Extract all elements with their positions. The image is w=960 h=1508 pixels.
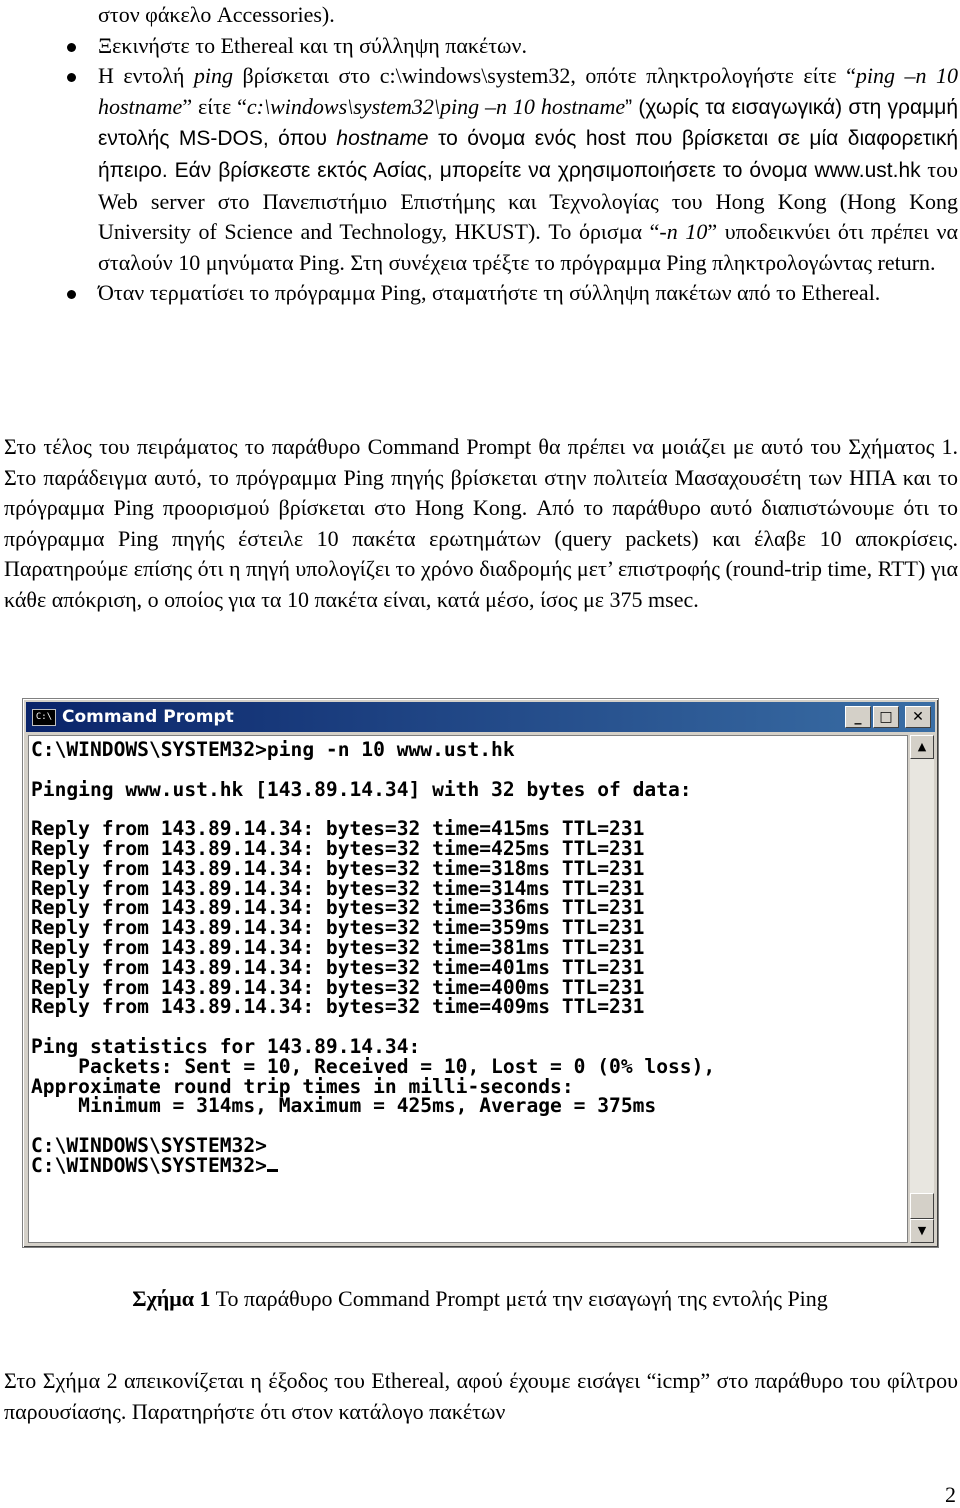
console-text: C:\WINDOWS\SYSTEM32>ping -n 10 www.ust.hk Pinging www.ust.hk [143.89.14.34] with 32 bytes of data: Reply from 143.89.14.34: bytes=32 time=415ms TTL=231 Reply from 143.89.14.34: bytes=32 time=425ms TTL=231 Reply from 143.89.14.34: bytes=32 time=318ms TTL=231 Reply from 143.89.14.34: bytes=32 time=314ms TTL=231 Reply from 143.89.14.34: bytes=32 time=336ms TTL=231 Reply from 143.89.14.34: bytes=32 time=359ms TTL=231 Reply from 143.89.14.34: bytes=32 time=381ms TTL=231 Reply from 143.89.14.34: bytes=32 time=401ms TTL=231 Reply from 143.89.14.34: bytes=32 time=400ms TTL=231 Reply from 143.89.14.34: bytes=32 time=409ms TTL=231 Ping statistics for 143.89.14.34: Packets: Sent = 10, Received = 10, Lost = 0 (0% loss), Approximate round trip times in milli-seconds: Minimum = 314ms, Maximum = 425ms, Average = 375ms C:\WINDOWS\SYSTEM32> C:\WINDOWS\SYSTEM32> [31, 738, 716, 1177]
list-item-text: Όταν τερματίσει το πρόγραμμα Ping, σταματήστε τη σύλληψη πακέτων από το Ethereal. [98, 280, 881, 306]
text-span: ” (χωρίς τα εισαγωγικά) στη γραμμή εντολής MS-DOS, όπου [98, 95, 959, 151]
window-title: Command Prompt [62, 707, 234, 727]
text-span: ” υποδεικνύει ότι πρέπει να σταλούν 10 μηνύματα Ping. Στη συνέχεια τρέξτε το πρόγραμμα Ping πληκτρολογώντας return. [98, 219, 958, 275]
list-item [0, 61, 960, 278]
bullet-icon [67, 290, 76, 299]
argument-term: -n 10 [659, 219, 708, 245]
list-continuation-text: στον φάκελο Accessories). [98, 2, 335, 27]
maximize-button[interactable]: □ [873, 706, 899, 728]
minimize-button[interactable]: _ [845, 706, 871, 728]
text-span: Η εντολή [98, 63, 194, 89]
scroll-up-icon[interactable]: ▲ [910, 735, 934, 759]
command-name: ping [193, 63, 234, 89]
paragraph-results: Στο τέλος του πειράματος το παράθυρο Command Prompt θα πρέπει να μοιάζει με αυτό του Σχήματος 1. Στο παράδειγμα αυτό, το πρόγραμμα Ping πηγής βρίσκεται στην πολιτεία Μασαχουσέτη των ΗΠΑ και το πρόγραμμα Ping προορισμού βρίσκεται στο Hong Kong. Από το παράθυρο αυτό διαπιστώνουμε ότι το πρόγραμμα Ping πηγής έστειλε 10 πακέτα ερωτημάτων (query packets) και έλαβε 10 αποκρίσεις. Παρατηρούμε επίσης ότι η πηγή υπολογίζει το χρόνο διαδρομής μετ’ επιστροφής (round-trip time, RTT) για κάθε απόκριση, ο οποίος για τα 10 πακέτα είναι, κατά μέσο, ίσος με 375 msec. [4, 434, 958, 612]
hostname-term: hostname [336, 127, 429, 151]
vertical-scrollbar[interactable] [910, 735, 934, 1243]
text-cursor [267, 1169, 278, 1172]
page-number: 2 [945, 1482, 956, 1507]
command-example: c:\windows\system32\ping –n 10 hostname [246, 93, 626, 119]
text-span: το όνομα ενός host που βρίσκεται σε μία διαφορετική ήπειρο. Εάν βρίσκεστε εκτός Ασίας, μπορείτε να χρησιμοποιήσετε το όνομα www.ust.hk [98, 127, 959, 182]
text-span: του Web server στο Πανεπιστήμιο Επιστήμης και Τεχνολογίας του Hong Kong (Hong Kong University of Science and Technology, HKUST). Το όρισμα “ [98, 156, 958, 245]
bullet-icon [67, 73, 76, 82]
command-example: ping –n 10 hostname [98, 63, 958, 119]
text-span: ” είτε “ [182, 93, 247, 119]
paragraph-next: Στο Σχήμα 2 απεικονίζεται η έξοδος του Ethereal, αφού έχουμε εισάγει “icmp” στο παράθυρο του φίλτρου παρουσίασης. Παρατηρήστε ότι στον κατάλογο πακέτων [4, 1368, 958, 1424]
list-item [0, 31, 960, 62]
scroll-down-icon[interactable]: ▼ [910, 1219, 934, 1243]
figure-caption [0, 1284, 960, 1314]
caption-text: Το παράθυρο Command Prompt μετά την εισαγωγή της εντολής Ping [210, 1286, 828, 1311]
command-prompt-window [22, 698, 939, 1248]
close-button[interactable]: ✕ [905, 706, 931, 728]
list-item-text: Ξεκινήστε το Ethereal και τη σύλληψη πακέτων. [98, 32, 527, 58]
list-continuation [0, 0, 960, 31]
instruction-list [0, 0, 960, 309]
window-titlebar[interactable] [26, 702, 935, 732]
caption-label: Σχήμα 1 [132, 1286, 211, 1311]
window-controls [845, 706, 931, 728]
cmd-app-icon: C:\ [32, 709, 56, 726]
console-output[interactable] [28, 735, 908, 1243]
scroll-thumb[interactable] [910, 1193, 934, 1219]
bullet-icon [67, 43, 76, 52]
text-span: βρίσκεται στο c:\windows\system32, οπότε πληκτρολογήστε είτε “ [233, 63, 856, 89]
list-item [0, 278, 960, 309]
